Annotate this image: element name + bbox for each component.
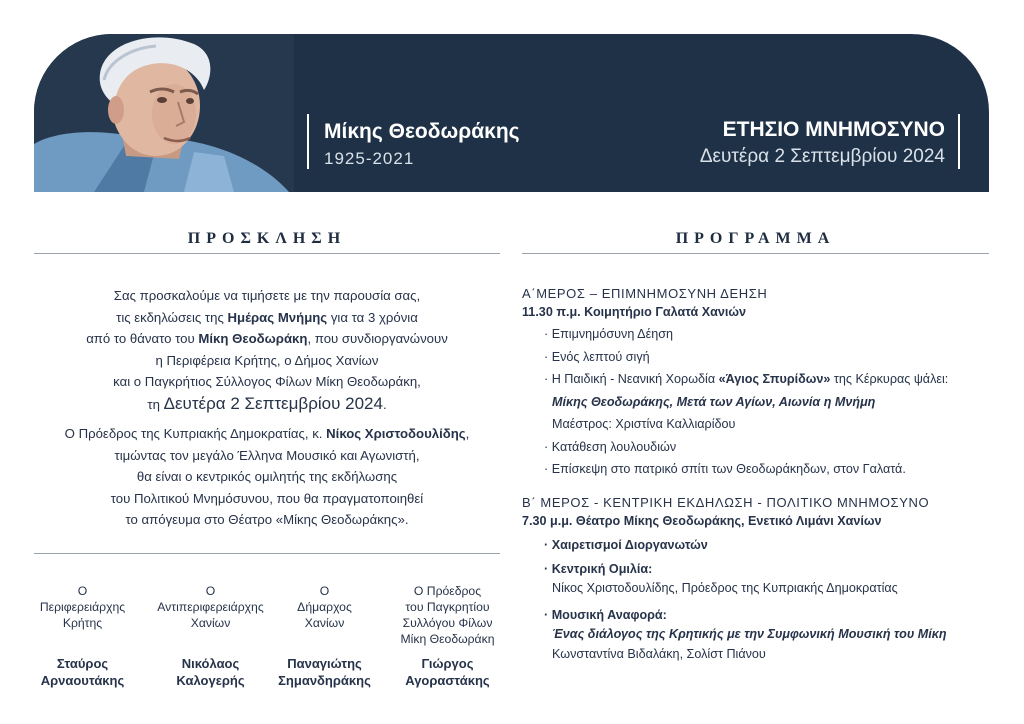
part-a-heading: Α΄ΜΕΡΟΣ – ΕΠΙΜΝΗΜΟΣΥΝΗ ΔΕΗΣΗ <box>522 286 768 301</box>
invitation-line: Σας προσκαλούμε να τιμήσετε με την παρουσία σας, <box>113 288 421 303</box>
portrait-image <box>34 34 294 192</box>
invitation-title: ΠΡΟΣΚΛΗΣΗ <box>187 230 347 247</box>
invitation-line: και ο Παγκρήτιος Σύλλογος Φίλων Μίκη Θεοδωράκη, <box>113 374 421 389</box>
signatory-name: Σταύρος <box>56 656 109 671</box>
program-item: · Επιμνημόσυνη Δέηση <box>544 327 673 341</box>
program-item: · Η Παιδική - Νεανική Χορωδία «Άγιος Σπυρίδων» της Κέρκυρας ψάλει: <box>544 372 949 386</box>
signatory-name: Αρναουτάκης <box>40 673 125 688</box>
signatory-name: Σημανδηράκης <box>278 673 371 688</box>
invitation-line: θα είναι ο κεντρικός ομιλητής της εκδήλωσης <box>136 469 398 484</box>
invitation-line: από το θάνατο του Μίκη Θεοδωράκη, που συνδιοργανώνουν <box>86 331 448 346</box>
invitation-title-rule <box>34 253 500 254</box>
composer-name: Μίκης Θεοδωράκης <box>324 120 520 143</box>
program-subitem: Μαέστρος: Χριστίνα Καλλιαρίδου <box>552 417 736 431</box>
invitation-body <box>34 285 500 531</box>
program-item: · Κατάθεση λουλουδιών <box>544 439 677 454</box>
signatory-name: Παναγιώτης <box>287 656 362 671</box>
signatory-name: Καλογερής <box>176 673 245 688</box>
part-a-time: 11.30 π.μ. Κοιμητήριο Γαλατά Χανιών <box>522 305 747 319</box>
signatory-association-president: Ο Πρόεδρος του Παγκρητίου Συλλόγου Φίλων Μίκη Θεοδωράκη Γιώργος Αγοραστάκης <box>385 583 510 689</box>
program-item: · Ενός λεπτού σιγή <box>544 349 650 364</box>
invitation-date-line: τη Δευτέρα 2 Σεπτεμβρίου 2024. <box>147 393 387 413</box>
program-subitem: Ένας διάλογος της Κρητικής με την Συμφωνική Μουσική του Μίκη <box>552 627 947 641</box>
program-title-rule <box>522 253 989 254</box>
part-b-time: 7.30 μ.μ. Θέατρο Μίκης Θεοδωράκης, Ενετικό Λιμάνι Χανίων <box>522 513 882 528</box>
banner-divider-left <box>307 114 309 169</box>
invitation-line: του Πολιτικού Μνημόσυνου, που θα πραγματοποιηθεί <box>110 490 424 506</box>
memorial-title: ΕΤΗΣΙΟ ΜΝΗΜΟΣΥΝΟ <box>722 118 945 141</box>
signatures-rule <box>34 553 500 554</box>
part-b-heading: Β΄ ΜΕΡΟΣ - ΚΕΝΤΡΙΚΗ ΕΚΔΗΛΩΣΗ - ΠΟΛΙΤΙΚΟ ΜΝΗΜΟΣΥΝΟ <box>522 494 930 510</box>
program-body <box>522 286 992 664</box>
signatory-deputy-governor: Ο Αντιπεριφερειάρχης Χανίων Νικόλαος Καλογερής <box>148 583 273 689</box>
signatory-name: Γιώργος <box>421 656 474 671</box>
program-item: · Επίσκεψη στο πατρικό σπίτι των Θεοδωράκηδων, στον Γαλατά. <box>544 462 906 476</box>
invitation-line: τις εκδηλώσεις της Ημέρας Μνήμης για τα 3 χρόνια <box>116 309 418 325</box>
invitation-line: η Περιφέρεια Κρήτης, ο Δήμος Χανίων <box>155 352 379 368</box>
program-item: · Μουσική Αναφορά: <box>544 608 667 622</box>
signatory-mayor: Ο Δήμαρχος Χανίων Παναγιώτης Σημανδηράκης <box>262 583 387 689</box>
program-item: · Χαιρετισμοί Διοργανωτών <box>544 537 708 552</box>
signatory-regional-governor: Ο Περιφερειάρχης Κρήτης Σταύρος Αρναουτάκης <box>20 583 145 689</box>
invitation-line: το απόγευμα στο Θέατρο «Μίκης Θεοδωράκης». <box>125 512 409 527</box>
header-banner <box>34 34 989 192</box>
program-item: · Κεντρική Ομιλία: <box>544 562 653 576</box>
composer-years: 1925-2021 <box>324 149 415 168</box>
invitation-line: Ο Πρόεδρος της Κυπριακής Δημοκρατίας, κ. Νίκος Χριστοδουλίδης, <box>64 426 470 441</box>
program-subitem: Νίκος Χριστοδουλίδης, Πρόεδρος της Κυπριακής Δημοκρατίας <box>552 581 898 595</box>
signatory-name: Αγοραστάκης <box>405 673 490 688</box>
memorial-date: Δευτέρα 2 Σεπτεμβρίου 2024 <box>699 146 945 167</box>
program-subitem: Μίκης Θεοδωράκης, Μετά των Αγίων, Αιωνία η Μνήμη <box>552 394 876 409</box>
program-subitem: Κωνσταντίνα Βιδαλάκη, Σολίστ Πιάνου <box>552 647 766 661</box>
signatory-name: Νικόλαος <box>181 656 240 671</box>
banner-divider-right <box>958 114 960 169</box>
invitation-line: τιμώντας τον μεγάλο Έλληνα Μουσικό και Αγωνιστή, <box>114 447 420 463</box>
program-title: ΠΡΟΓΡΑΜΜΑ <box>675 230 836 247</box>
